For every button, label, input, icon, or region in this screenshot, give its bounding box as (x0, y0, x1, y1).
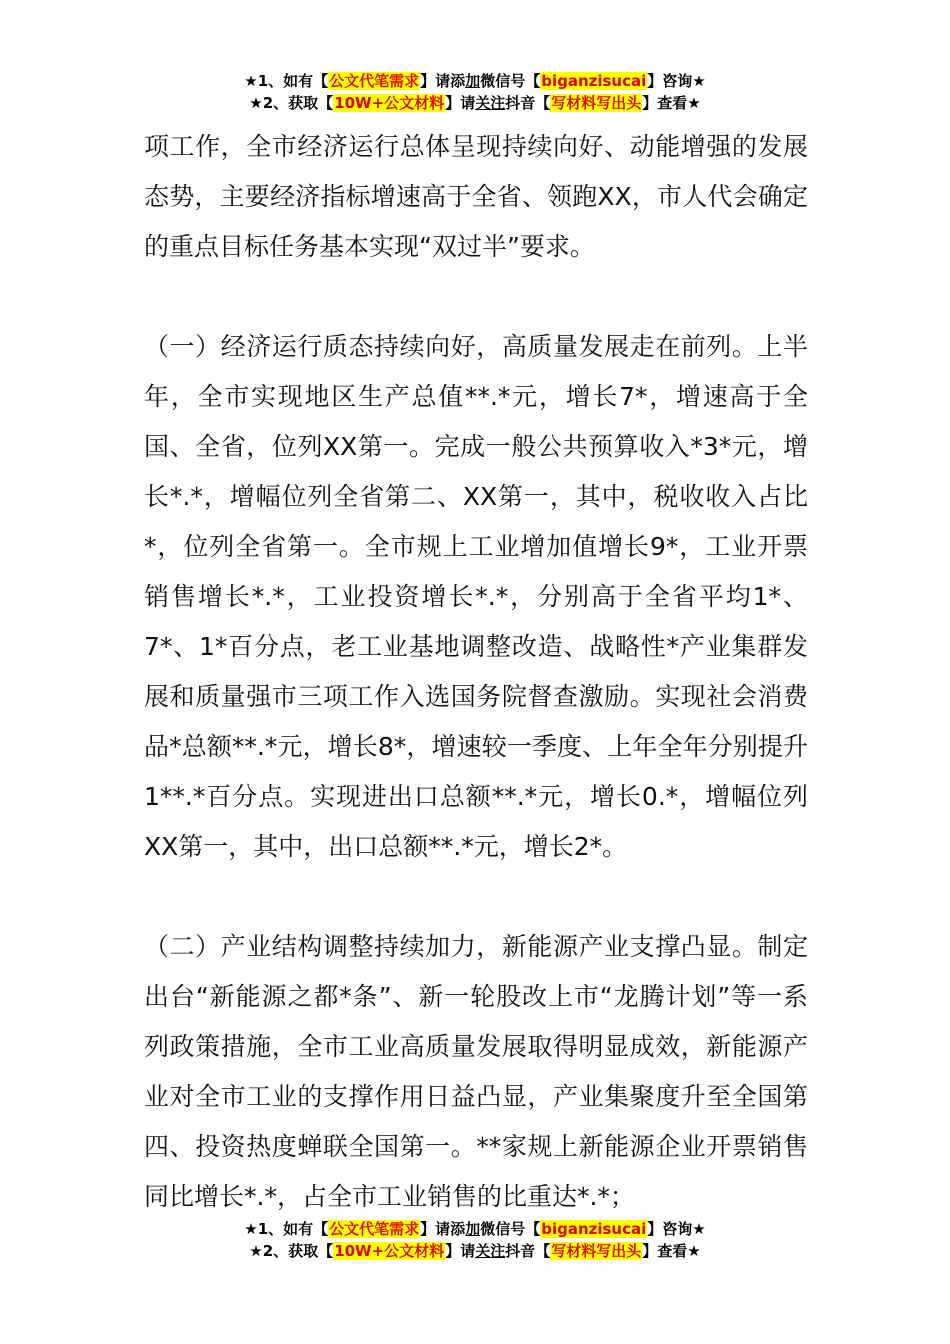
highlight-text: 公文代笔需求 (329, 1220, 420, 1238)
highlight-text: biganzisucai (541, 1220, 647, 1238)
paragraph: （一）经济运行质态持续向好，高质量发展走在前列。上半年，全市实现地区生产总值**.*元，增长7*，增速高于全国、全省，位列XX第一。完成一般公共预算收入*3*元，增长*.*，增幅位列全省第二、XX第一，其中，税收收入占比*，位列全省第一。全市规上工业增加值增长9*，工业开票销售增长*.*，工业投资增长*.*，分别高于全省平均1*、7*、1*百分点，老工业基地调整改造、战略性*产业集群发展和质量强市三项工作入选国务院督查激励。实现社会消费品*总额**.*元，增长8*，增速较一季度、上年全年分别提升1**.*百分点。实现进出口总额**.*元，增长0.*，增幅位列XX第一，其中，出口总额**.*元，增长2*。 (144, 332, 808, 861)
promo-banner-top (0, 70, 950, 114)
highlight-text: biganzisucai (541, 72, 647, 90)
promo-banner-bottom (0, 1218, 950, 1262)
document-body (144, 122, 808, 1222)
promo-line-1: ★1、如有【公文代笔需求】请添加微信号【biganzisucai】咨询★ (244, 72, 706, 90)
paragraph: 项工作，全市经济运行总体呈现持续向好、动能增强的发展态势，主要经济指标增速高于全省、领跑XX，市人代会确定的重点目标任务基本实现“双过半”要求。 (144, 132, 808, 261)
promo-line-2: ★2、获取【10W+公文材料】请关注抖音【写材料写出头】查看★ (249, 1242, 701, 1260)
highlight-text: 写材料写出头 (551, 94, 642, 112)
highlight-text: 写材料写出头 (551, 1242, 642, 1260)
highlight-text: 10W+公文材料 (334, 1242, 445, 1260)
highlight-text: 10W+公文材料 (334, 94, 445, 112)
promo-line-1: ★1、如有【公文代笔需求】请添加微信号【biganzisucai】咨询★ (244, 1220, 706, 1238)
highlight-text: 公文代笔需求 (329, 72, 420, 90)
paragraph: （二）产业结构调整持续加力，新能源产业支撑凸显。制定出台“新能源之都*条”、新一轮股改上市“龙腾计划”等一系列政策措施，全市工业高质量发展取得明显成效，新能源产业对全市工业的支撑作用日益凸显，产业集聚度升至全国第四、投资热度蝉联全国第一。**家规上新能源企业开票销售同比增长*.*，占全市工业销售的比重达*.*； (144, 932, 808, 1211)
promo-line-2: ★2、获取【10W+公文材料】请关注抖音【写材料写出头】查看★ (249, 94, 701, 112)
